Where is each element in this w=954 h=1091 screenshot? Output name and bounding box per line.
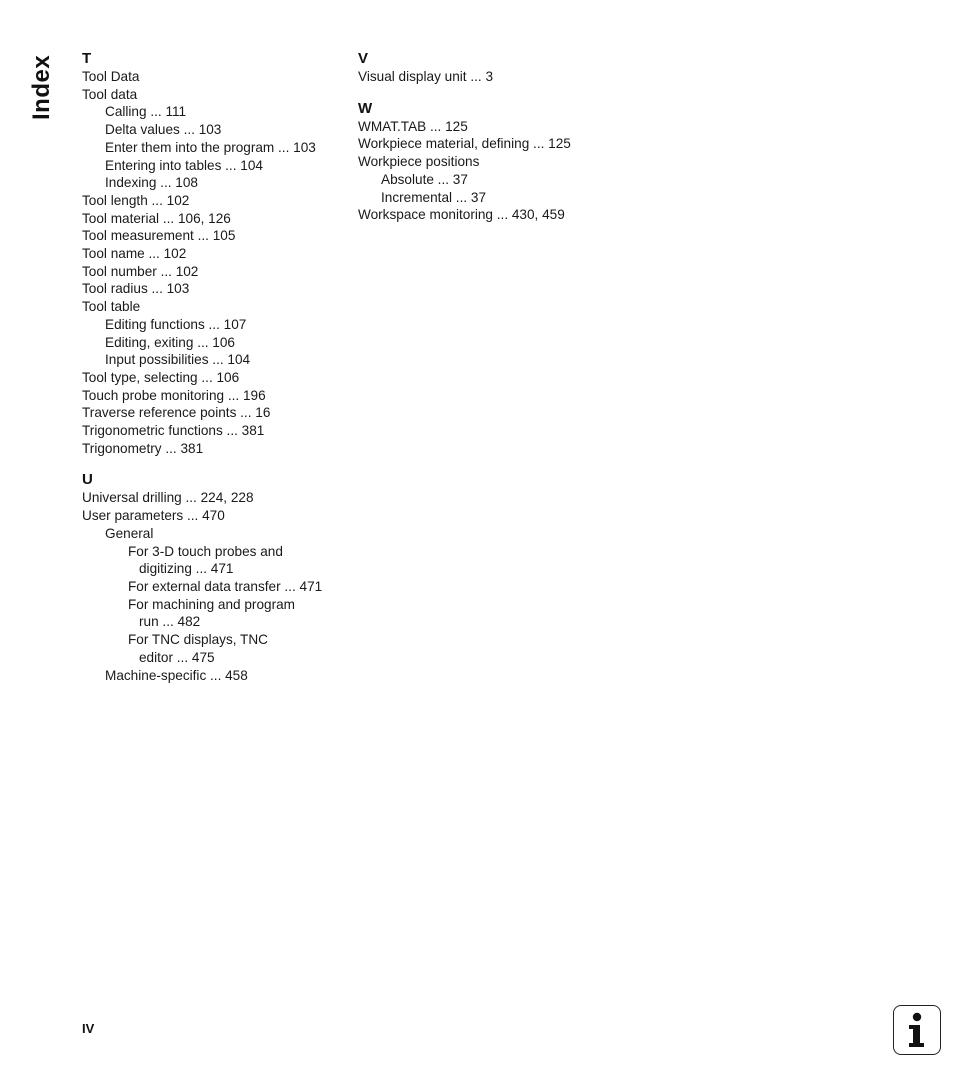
page-number: IV (82, 1021, 95, 1036)
index-section (82, 50, 344, 457)
index-column-left (82, 50, 344, 698)
index-entry: Workpiece positions (358, 154, 480, 170)
index-section (82, 471, 344, 684)
index-entry: Tool measurement ... 105 (82, 228, 236, 244)
index-column-right (358, 50, 620, 238)
index-entry: Universal drilling ... 224, 228 (82, 490, 254, 506)
index-entry: Tool data (82, 86, 138, 102)
index-entry: WMAT.TAB ... 125 (358, 118, 468, 134)
index-entry: For TNC displays, TNC (128, 632, 268, 648)
index-entry: Editing functions ... 107 (105, 316, 247, 332)
index-entry: Tool table (82, 299, 141, 315)
index-entry: Machine-specific ... 458 (105, 667, 248, 683)
info-icon (894, 1006, 939, 1053)
index-entry: Tool name ... 102 (82, 246, 187, 262)
index-entry: Input possibilities ... 104 (105, 352, 251, 368)
index-entry: Enter them into the program ... 103 (105, 139, 316, 155)
side-title (28, 52, 64, 122)
section-letter: W (358, 99, 373, 117)
section-letter: U (82, 471, 93, 489)
index-entry: Editing, exiting ... 106 (105, 334, 235, 350)
index-entry: Absolute ... 37 (381, 171, 468, 187)
section-letter: T (82, 50, 92, 67)
index-entry: Trigonometric functions ... 381 (82, 423, 265, 439)
index-entry: For machining and program (128, 596, 295, 612)
index-entry: Incremental ... 37 (381, 189, 487, 205)
index-entry: Tool material ... 106, 126 (82, 210, 231, 226)
index-entry: For external data transfer ... 471 (128, 578, 323, 594)
index-entry: Workspace monitoring ... 430, 459 (358, 207, 565, 223)
index-entry: Tool type, selecting ... 106 (82, 369, 240, 385)
index-entry: Tool number ... 102 (82, 263, 199, 279)
index-entry: Tool radius ... 103 (82, 281, 190, 297)
index-section (358, 100, 620, 224)
index-entry: Delta values ... 103 (105, 122, 222, 138)
index-entry: Touch probe monitoring ... 196 (82, 387, 266, 403)
index-entry: Indexing ... 108 (105, 175, 198, 191)
index-entry: Calling ... 111 (105, 104, 187, 120)
index-entry: General (105, 525, 154, 541)
index-entry: User parameters ... 470 (82, 508, 225, 524)
info-button[interactable] (893, 1005, 941, 1055)
index-entry: Tool Data (82, 69, 140, 84)
index-entry: For 3-D touch probes and (128, 543, 283, 559)
side-title-text: Index (28, 54, 55, 120)
index-entry: Entering into tables ... 104 (105, 157, 263, 173)
index-entry: Trigonometry ... 381 (82, 440, 204, 456)
index-entry: run ... 482 (139, 614, 201, 630)
index-entry: Workpiece material, defining ... 125 (358, 136, 571, 152)
index-section (358, 50, 620, 86)
index-entry: Traverse reference points ... 16 (82, 405, 271, 421)
section-letter: V (358, 50, 369, 67)
index-entry: editor ... 475 (139, 649, 215, 665)
index-entry: digitizing ... 471 (139, 561, 234, 577)
index-entry: Tool length ... 102 (82, 192, 190, 208)
index-entry: Visual display unit ... 3 (358, 69, 494, 84)
